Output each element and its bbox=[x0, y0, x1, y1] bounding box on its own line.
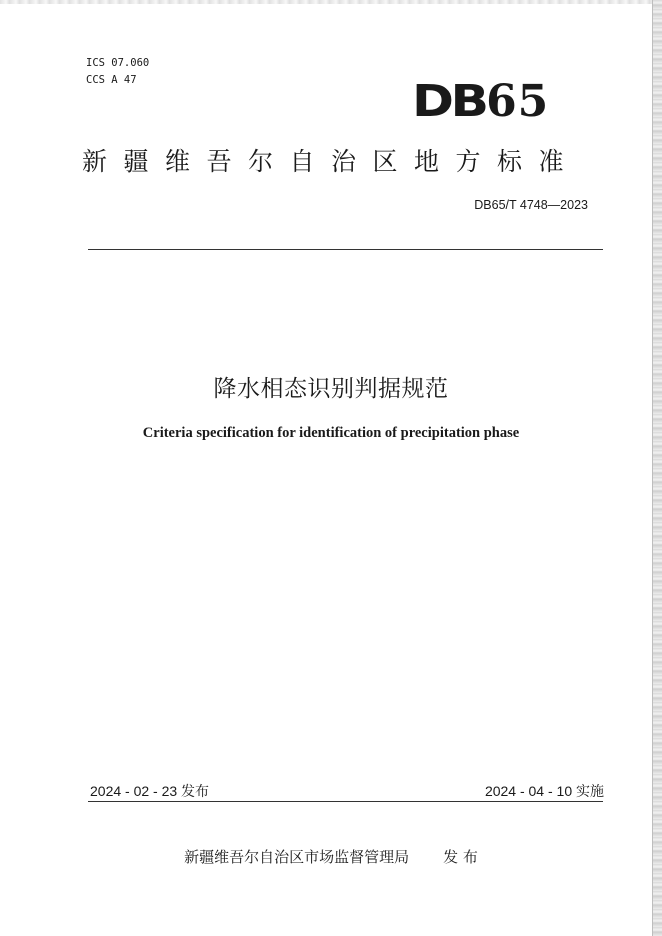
effective-date: 2024 - 04 - 10 实施 bbox=[484, 783, 604, 799]
classification-codes bbox=[86, 55, 149, 89]
issuer-name: 新疆维吾尔自治区市场监督管理局 bbox=[184, 848, 410, 866]
issuing-authority bbox=[0, 846, 662, 867]
ics-code: ICS 07.060 bbox=[86, 57, 150, 69]
logo-prefix: DB bbox=[412, 76, 486, 127]
ccs-code: CCS A 47 bbox=[86, 74, 137, 86]
footer-divider bbox=[88, 801, 603, 802]
standard-type-title: 新疆维吾尔自治区地方标准 bbox=[82, 147, 581, 176]
scan-top-edge bbox=[0, 0, 662, 4]
standard-number: DB65/T 4748—2023 bbox=[474, 198, 588, 212]
document-title-chinese: 降水相态识别判据规范 bbox=[213, 376, 449, 402]
issue-date: 2024 - 02 - 23 发布 bbox=[90, 783, 210, 799]
issue-word: 发 布 bbox=[443, 848, 478, 866]
header-divider bbox=[88, 249, 603, 250]
db65-logo bbox=[412, 76, 562, 128]
document-title-english: Criteria specification for identification of precipitation phase bbox=[142, 425, 520, 441]
scan-right-edge bbox=[652, 0, 662, 936]
logo-number: 65 bbox=[486, 76, 550, 127]
